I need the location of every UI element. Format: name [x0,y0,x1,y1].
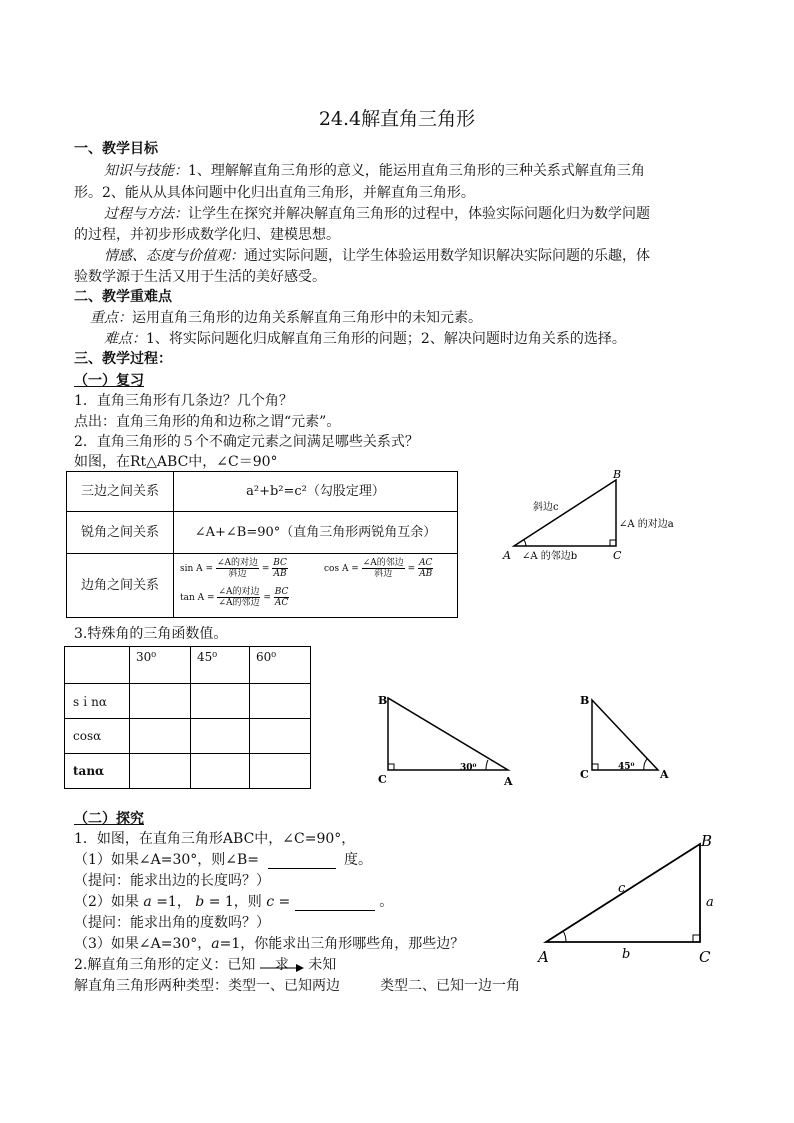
triangle-45-vertex-a: A [660,768,669,781]
sin-row-label: sｉnα [65,684,130,719]
relations-label-sides: 三边之间关系 [67,472,174,512]
explore-q1-prompt: （提问：能求出边的长度吗？） [74,873,270,889]
relations-label-side-angle: 边角之间关系 [67,554,174,618]
tan-60-cell[interactable] [250,754,311,789]
sin-lhs: sin A = [180,564,214,574]
explore-q2-var-a: a [143,894,152,910]
cos-num-letters: AC [419,558,433,568]
large-side-c: c [618,881,626,896]
tan-30-cell[interactable] [130,754,191,789]
goal-attitude-line1 [104,245,650,265]
definition-arrow-label: 求 [274,957,289,973]
types-line [74,975,520,995]
key-point [90,307,482,327]
goal-attitude-label: 情感、态度与价值观： [104,248,244,264]
tan-row [65,754,311,789]
opposite-label: ∠A 的对边a [619,519,674,530]
cos-45-cell[interactable] [191,719,250,754]
tan-row-label: tanα [65,754,130,789]
explore-q2-var-b: b [195,894,205,910]
side-c-answer-blank[interactable] [295,896,375,911]
explore-q2-var-c: c [266,894,275,910]
arrow-icon [260,964,304,972]
review-q1: 1．直角三角形有几条边？几个角？ [74,393,293,409]
special-angles-intro: 3.特殊角的三角函数值。 [74,626,228,642]
goal-process-text: 让学生在探究并解决解直角三角形的过程中，体验实际问题化归为数学问题 [188,206,650,222]
relations-value-angles: ∠A+∠B=90°（直角三角形两锐角互余） [174,512,458,554]
subsection-explore: （二）探究 [74,811,144,827]
relations-value-sides: a²+b²=c²（勾股定理） [174,472,458,512]
triangle-30-vertex-b: B [378,694,388,707]
relations-table [66,471,458,618]
figure-30-degree-triangle [374,690,524,790]
triangle-45-vertex-c: C [580,768,589,781]
definition-line [74,954,336,974]
cos-eq: = [407,564,416,574]
section-heading-goals: 一、教学目标 [74,141,158,157]
tan-num-letters: BC [274,587,289,597]
tan-lhs: tan A = [180,593,215,603]
explore-q2-eq: = [278,894,291,910]
tan-frac-words [217,587,260,608]
sin-den-letters: AB [273,569,287,579]
tan-formula [180,587,289,608]
relations-value-side-angle [174,554,458,618]
type-two: 类型二、已知一边一角 [380,978,520,994]
type-one: 解直角三角形两种类型：类型一、已知两边 [74,978,340,994]
angle-b-answer-blank[interactable] [268,854,336,869]
goal-attitude-text: 通过实际问题，让学生体验运用数学知识解决实际问题的乐趣，体 [244,248,650,264]
large-triangle-angle-arc [563,931,566,942]
goal-process-label: 过程与方法： [104,206,188,222]
special-angle-table [64,646,311,789]
explore-q1 [74,849,372,869]
goal-knowledge-line2: 形。2、能从从具体问题中化归出直角三角形，并解直角三角形。 [74,185,475,201]
hypotenuse-label: 斜边c [533,502,559,513]
triangle-45-right-mark [592,764,598,770]
explore-q2-text-a: （2）如果 [74,894,139,910]
difficult-point-label: 难点： [104,331,146,347]
definition-arrow [260,954,304,974]
key-point-text: 运用直角三角形的边角关系解直角三角形中的未知元素。 [132,310,482,326]
review-q2: 2．直角三角形的５个不确定元素之间满足哪些关系式？ [74,434,419,450]
triangle-30-shape [388,698,508,770]
triangle-30-angle-arc [486,760,488,770]
large-side-b: b [622,947,631,962]
special-angle-corner-cell [65,647,130,684]
goal-attitude-line2: 验数学源于生活又用于生活的美好感受。 [74,269,326,285]
figure-large-right-triangle [530,826,730,971]
explore-q1-unit: 度。 [343,852,372,868]
explore-q3 [74,933,464,953]
explore-q2-text-c: = 1，则 [208,894,262,910]
tan-num-words: ∠A的对边 [218,587,260,597]
explore-q3-var-a: a [211,936,220,952]
sin-frac-letters [272,558,288,579]
vertex-b-label: B [613,468,622,481]
tan-45-cell[interactable] [191,754,250,789]
definition-unknown: 未知 [308,957,337,973]
vertex-a-label: A [503,549,511,562]
sin-60-cell[interactable] [250,684,311,719]
sin-formula [180,558,288,579]
triangle-45-vertex-b: B [580,694,590,707]
triangle-30-angle-label: 30⁰ [460,763,477,773]
subsection-review: （一）复习 [74,373,144,389]
explore-q3-text-a: （3）如果∠A=30°， [74,936,212,952]
sin-eq: = [261,564,270,574]
key-point-label: 重点： [90,310,132,326]
goal-process-line2: 的过程，并初步形成数学化归、建模思想。 [74,227,340,243]
relations-label-angles: 锐角之间关系 [67,512,174,554]
header-60: 60⁰ [250,647,311,684]
sin-row [65,684,311,719]
angle-a-arc [524,540,526,546]
right-angle-mark [610,540,616,546]
triangle-45-angle-arc [644,759,647,770]
large-vertex-b: B [701,832,713,850]
goal-knowledge-line1 [104,160,645,180]
explore-q2 [74,891,393,911]
large-vertex-a: A [538,948,549,966]
sin-den-words: 斜边 [228,569,247,579]
triangle-30-right-mark [388,764,394,770]
review-note: 点出：直角三角形的角和边称之谓“元素”。 [74,414,341,430]
triangle-shape [514,480,616,546]
figure-right-triangle-labeled [500,466,700,571]
difficult-point-text: 1、将实际问题化归成解直角三角形的问题；2、解决问题时边角关系的选择。 [146,331,626,347]
explore-intro: 1．如图，在直角三角形ABC中，∠C=90°， [74,831,356,847]
cos-30-cell[interactable] [130,719,191,754]
large-vertex-c: C [699,948,711,966]
review-figure-intro: 如图，在Rt△ABC中，∠C＝90° [74,454,278,470]
large-side-a: a [706,895,714,910]
cos-60-cell[interactable] [250,719,311,754]
header-45: 45⁰ [191,647,250,684]
cos-lhs: cos A = [324,564,359,574]
vertex-c-label: C [613,549,622,562]
large-triangle-right-mark [693,935,700,942]
explore-q2-prompt: （提问：能求出角的度数吗？） [74,915,270,931]
section-heading-key-points: 二、教学重难点 [74,289,172,305]
goal-process-line1 [104,203,650,223]
sin-45-cell[interactable] [191,684,250,719]
explore-q3-text-b: =1，你能求出三角形哪些角，那些边？ [219,936,465,952]
section-heading-process: 三、教学过程： [74,351,172,367]
sin-num-letters: BC [273,558,287,568]
tan-den-words: ∠A的邻边 [218,598,260,608]
relations-row-side-angle [67,554,458,618]
goal-knowledge-text: 1、理解解直角三角形的意义，能运用直角三角形的三种关系式解直角三角 [188,163,645,179]
special-angle-header-row [65,647,311,684]
adjacent-label: ∠A 的邻边b [522,551,578,562]
page-title: 24.4解直角三角形 [318,108,476,130]
definition-text: 2.解直角三角形的定义：已知 [74,957,256,973]
sin-30-cell[interactable] [130,684,191,719]
relations-row-angles [67,512,458,554]
tan-eq: = [263,593,271,603]
triangle-45-angle-label: 45⁰ [618,762,635,772]
explore-q2-end: 。 [379,894,394,910]
explore-q1-text: （1）如果∠A=30°，则∠B= [74,852,260,868]
triangle-30-vertex-c: C [378,773,387,786]
triangle-30-vertex-a: A [504,775,513,788]
cos-frac-letters [418,558,433,579]
figure-45-degree-triangle [572,690,682,790]
tan-frac-letters [274,587,290,608]
triangle-45-shape [592,700,658,770]
cos-frac-words [362,558,405,579]
tan-den-letters: AC [274,598,289,608]
cos-formula [324,558,433,579]
cos-row-label: cosα [65,719,130,754]
sin-frac-words [216,558,259,579]
cos-den-words: 斜边 [374,569,393,579]
cos-den-letters: AB [419,569,433,579]
cos-num-words: ∠A的邻边 [362,558,404,568]
cos-row [65,719,311,754]
goal-knowledge-label: 知识与技能： [104,163,188,179]
difficult-point [104,328,626,348]
relations-row-sides [67,472,458,512]
sin-num-words: ∠A的对边 [216,558,258,568]
explore-q2-text-b: =1， [156,894,191,910]
header-30: 30⁰ [130,647,191,684]
